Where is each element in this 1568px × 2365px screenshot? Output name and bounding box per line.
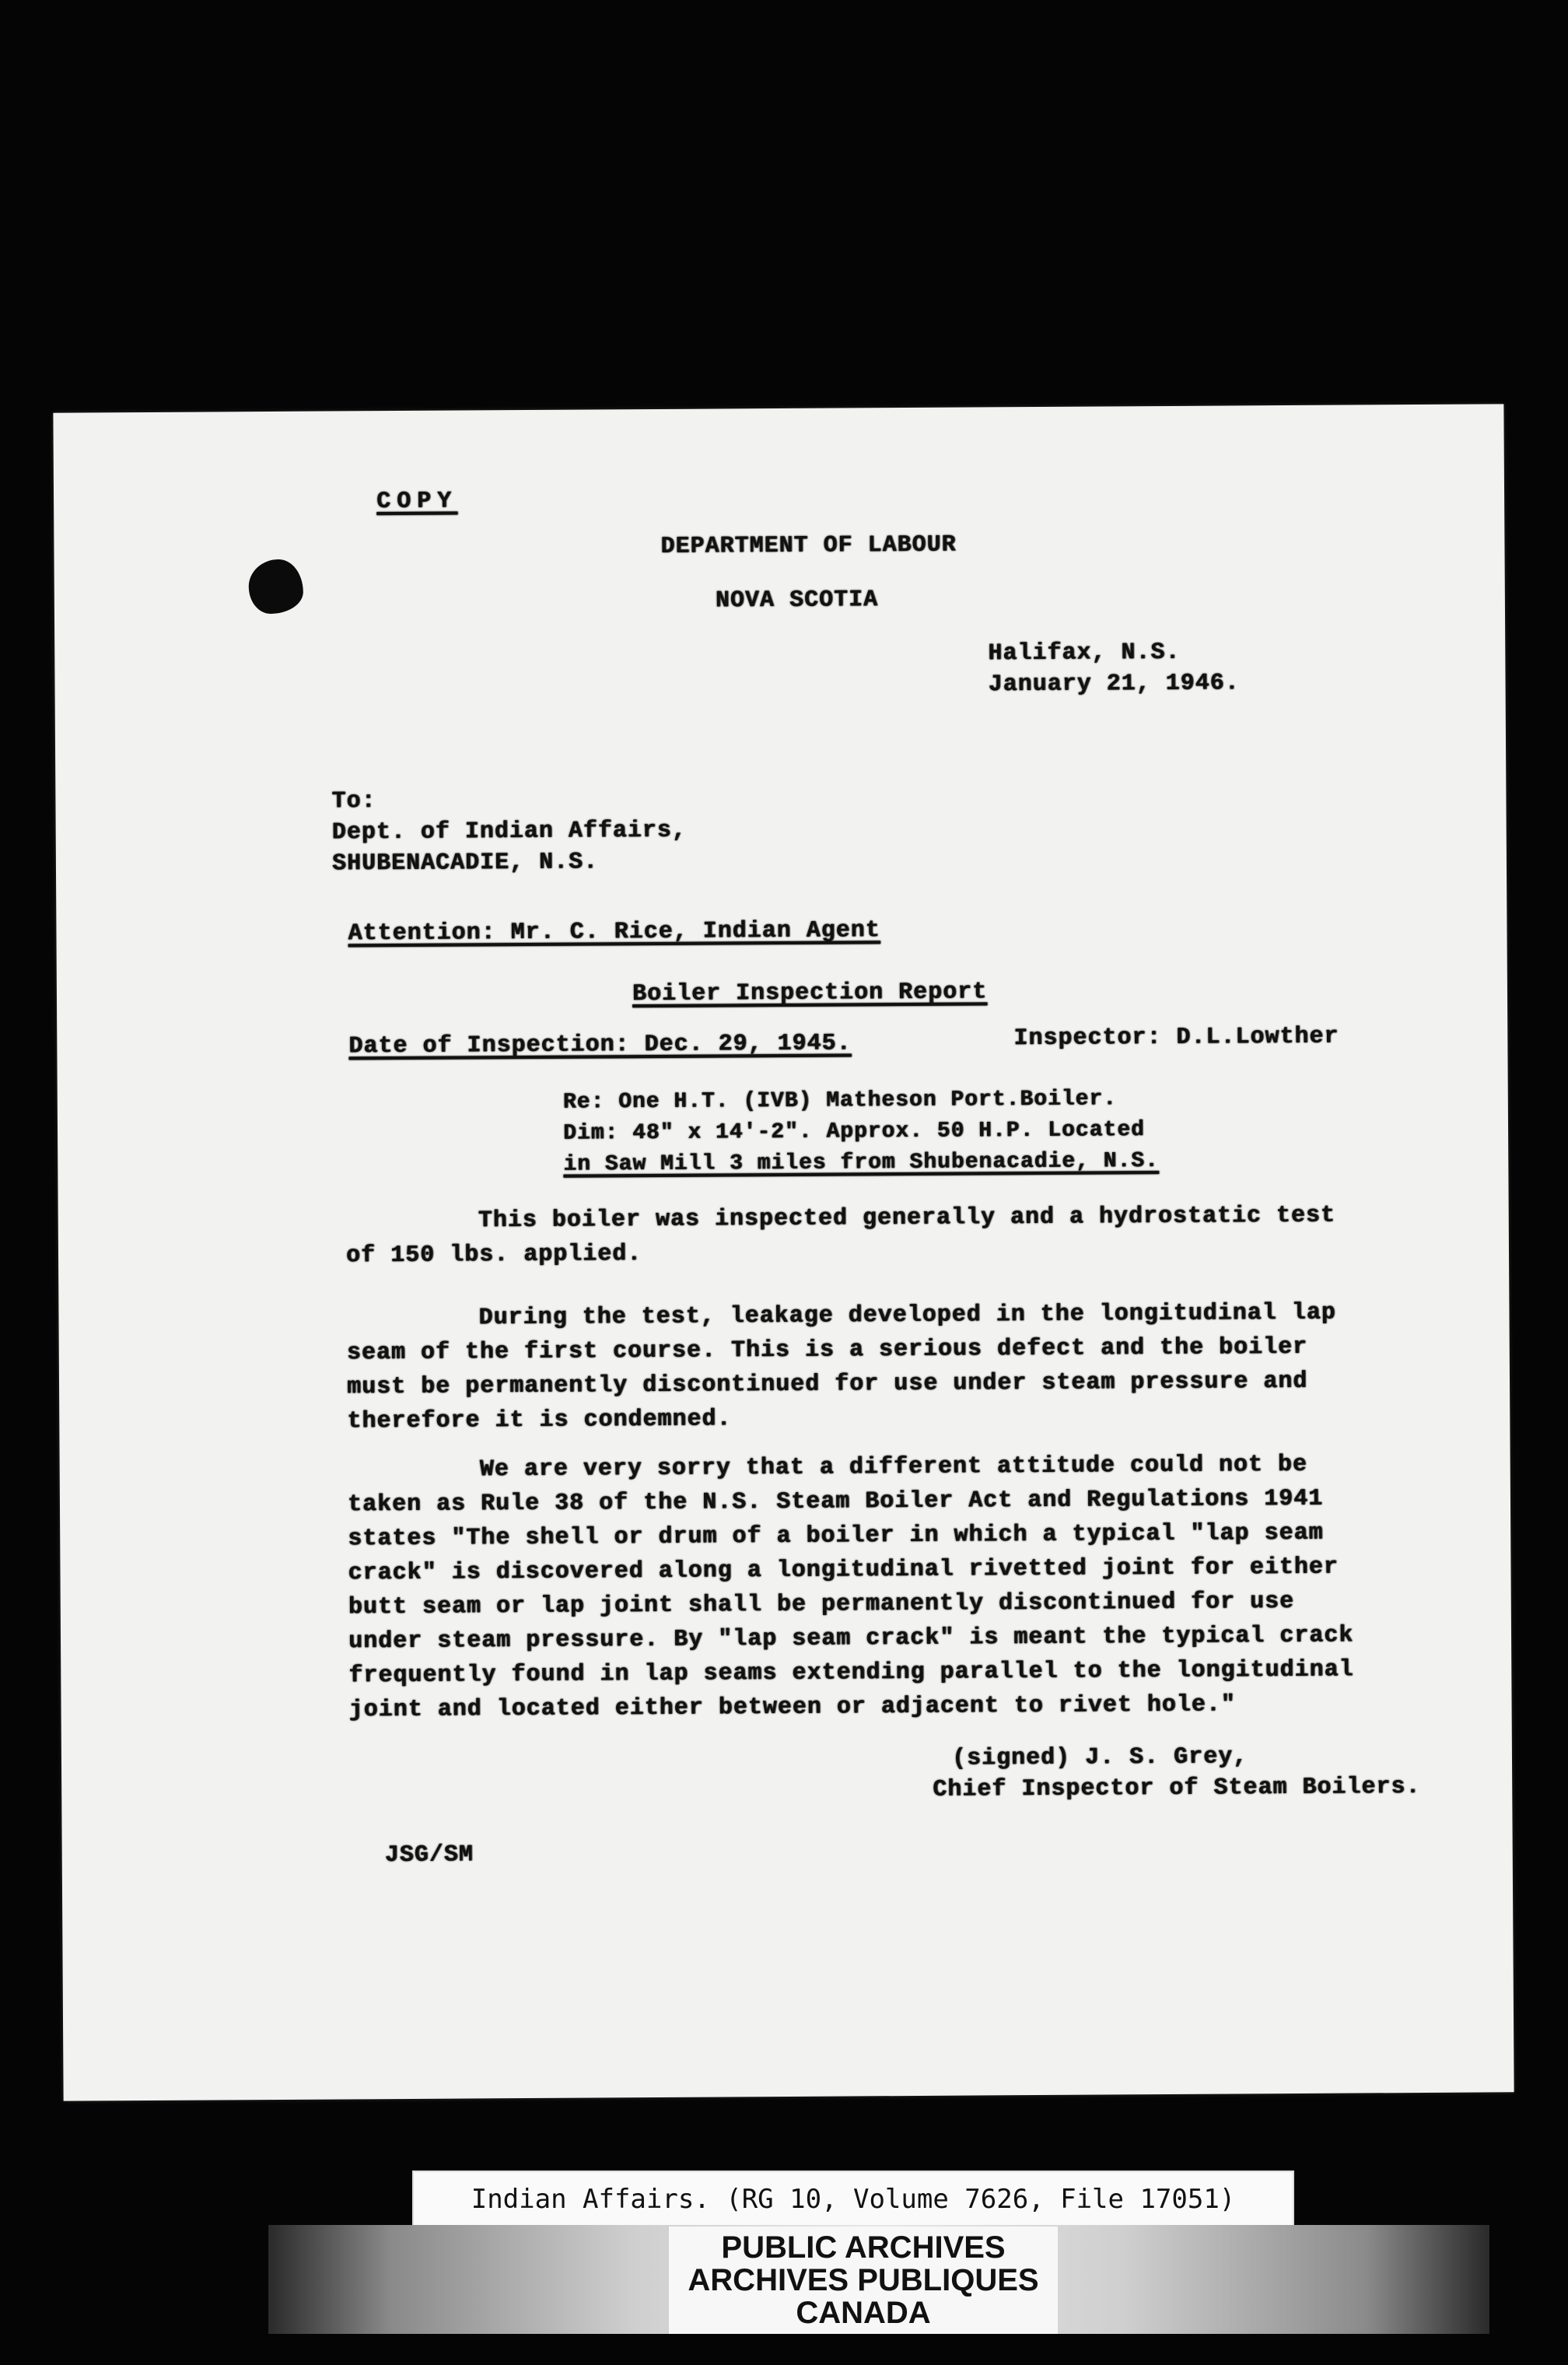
letter-date: January 21, 1946. [988,670,1240,699]
paragraph-line: therefore it is condemned. [347,1406,732,1435]
reference-initials: JSG/SM [384,1841,474,1869]
document-page [53,404,1514,2100]
archive-caption-text: Indian Affairs. (RG 10, Volume 7626, File 17051) [471,2184,1236,2215]
paragraph-line: During the test, leakage developed in the longitudinal lap [478,1299,1336,1332]
signature-title: Chief Inspector of Steam Boilers. [933,1774,1421,1803]
province-heading: NOVA SCOTIA [715,587,879,615]
archive-stamp-line: PUBLIC ARCHIVES [721,2230,1006,2265]
paragraph-2 [346,1296,1336,1439]
paragraph-line: This boiler was inspected generally and a hydrostatic test [478,1202,1335,1235]
paragraph-line: joint and located either between or adjacent to rivet hole." [348,1691,1236,1724]
paragraph-line: under steam pressure. By "lap seam crack" is meant the typical crack [348,1622,1354,1656]
paragraph-line: seam of the first course. This is a serious defect and the boiler [346,1333,1308,1367]
paragraph-line: frequently found in lap seams extending parallel to the longitudinal [348,1656,1354,1690]
paragraph-line: butt seam or lap joint shall be permanently discontinued for use [348,1588,1295,1621]
paragraph-line: states "The shell or drum of a boiler in which a typical "lap seam [348,1519,1324,1553]
paragraph-line: must be permanently discontinued for use under steam pressure and [346,1368,1308,1401]
archive-stamp-line: ARCHIVES PUBLIQUES [688,2263,1039,2297]
signature-line: (signed) J. S. Grey, [951,1743,1248,1772]
to-label: To: [331,788,376,815]
letter-place: Halifax, N.S. [988,639,1181,667]
recipient-line: SHUBENACADIE, N.S. [331,849,599,878]
archive-stamp-line: CANADA [796,2296,931,2330]
department-heading: DEPARTMENT OF LABOUR [660,531,957,560]
paragraph-line: of 150 lbs. applied. [345,1241,642,1270]
inspection-date [348,1030,851,1060]
report-subject: Boiler Inspection Report [632,979,988,1008]
archive-caption [412,2171,1294,2228]
inspector-line: Inspector: D.L.Lowther [1013,1023,1339,1053]
recipient-line: Dept. of Indian Affairs, [331,817,687,846]
paragraph-line: We are very sorry that a different attitude could not be [479,1451,1307,1484]
attention-line: Attention: Mr. C. Rice, Indian Agent [348,917,880,948]
paragraph-line: taken as Rule 38 of the N.S. Steam Boiler Act and Regulations 1941 [347,1485,1324,1519]
re-line: in Saw Mill 3 miles from Shubenacadie, N.S. [563,1149,1159,1177]
inspection-date-text: Date of Inspection: Dec. 29, 1945. [348,1030,852,1060]
copy-mark: COPY [376,488,458,516]
archive-stamp [669,2227,1058,2334]
re-line: Dim: 48" x 14'-2". Approx. 50 H.P. Located [562,1118,1145,1146]
paragraph-line: crack" is discovered along a longitudinal rivetted joint for either [348,1554,1339,1587]
ink-blot [249,559,303,614]
paragraph-1 [346,1199,1336,1274]
re-line: Re: One H.T. (IVB) Matheson Port.Boiler. [562,1087,1118,1115]
paragraph-3 [348,1448,1354,1728]
